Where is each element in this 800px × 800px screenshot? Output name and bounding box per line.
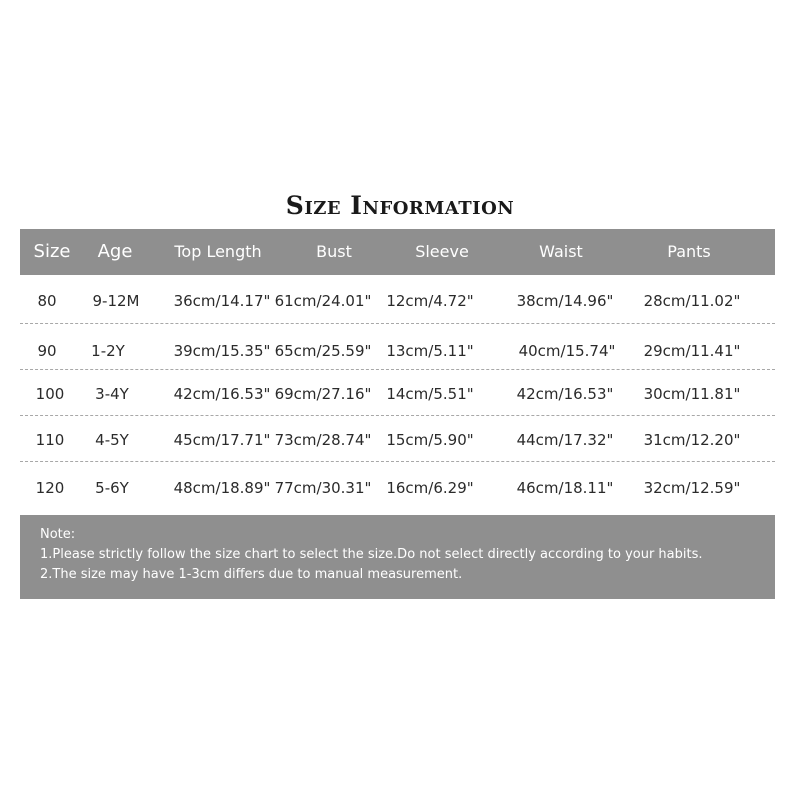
cell-pants: 30cm/11.81" (643, 385, 741, 403)
row-divider (20, 369, 775, 370)
note-box (20, 515, 775, 599)
cell-waist: 44cm/17.32" (516, 431, 614, 449)
column-header-sleeve: Sleeve (415, 242, 469, 261)
cell-size: 90 (37, 342, 57, 360)
row-divider (20, 461, 775, 462)
table-row (20, 283, 775, 319)
note-line-2: 2.The size may have 1-3cm differs due to manual measurement. (40, 567, 463, 582)
cell-sleeve: 16cm/6.29" (386, 479, 474, 497)
cell-top-length: 42cm/16.53" (173, 385, 271, 403)
note-line-1: 1.Please strictly follow the size chart to select the size.Do not select directly according to your habits. (40, 547, 703, 562)
cell-sleeve: 14cm/5.51" (386, 385, 474, 403)
cell-age: 5-6Y (95, 479, 129, 497)
column-header-bust: Bust (316, 242, 352, 261)
cell-top-length: 39cm/15.35" (173, 342, 271, 360)
table-row (20, 470, 775, 506)
cell-bust: 69cm/27.16" (274, 385, 372, 403)
cell-age: 9-12M (92, 292, 140, 310)
cell-size: 110 (35, 431, 65, 449)
table-row (20, 422, 775, 458)
cell-bust: 73cm/28.74" (274, 431, 372, 449)
cell-age: 4-5Y (95, 431, 129, 449)
column-header-size: Size (33, 241, 71, 262)
cell-waist: 46cm/18.11" (516, 479, 614, 497)
cell-waist: 42cm/16.53" (516, 385, 614, 403)
cell-bust: 77cm/30.31" (274, 479, 372, 497)
cell-sleeve: 12cm/4.72" (386, 292, 474, 310)
cell-sleeve: 13cm/5.11" (386, 342, 474, 360)
cell-pants: 28cm/11.02" (643, 292, 741, 310)
cell-size: 80 (37, 292, 57, 310)
cell-top-length: 36cm/14.17" (173, 292, 271, 310)
note-heading: Note: (40, 527, 76, 542)
cell-age: 3-4Y (95, 385, 129, 403)
column-header-pants: Pants (667, 242, 711, 261)
cell-sleeve: 15cm/5.90" (386, 431, 474, 449)
column-header-waist: Waist (539, 242, 583, 261)
column-header-top-length: Top Length (174, 242, 262, 261)
cell-bust: 65cm/25.59" (274, 342, 372, 360)
cell-size: 100 (35, 385, 65, 403)
cell-top-length: 45cm/17.71" (173, 431, 271, 449)
cell-waist: 40cm/15.74" (518, 342, 616, 360)
cell-pants: 29cm/11.41" (643, 342, 741, 360)
column-header-age: Age (97, 241, 133, 262)
cell-pants: 32cm/12.59" (643, 479, 741, 497)
table-row (20, 333, 775, 369)
cell-pants: 31cm/12.20" (643, 431, 741, 449)
row-divider (20, 323, 775, 324)
size-table-header (20, 229, 775, 275)
row-divider (20, 415, 775, 416)
page-title: Size Information (285, 191, 515, 220)
cell-waist: 38cm/14.96" (516, 292, 614, 310)
cell-top-length: 48cm/18.89" (173, 479, 271, 497)
table-row (20, 376, 775, 412)
cell-size: 120 (35, 479, 65, 497)
cell-age: 1-2Y (91, 342, 125, 360)
cell-bust: 61cm/24.01" (274, 292, 372, 310)
